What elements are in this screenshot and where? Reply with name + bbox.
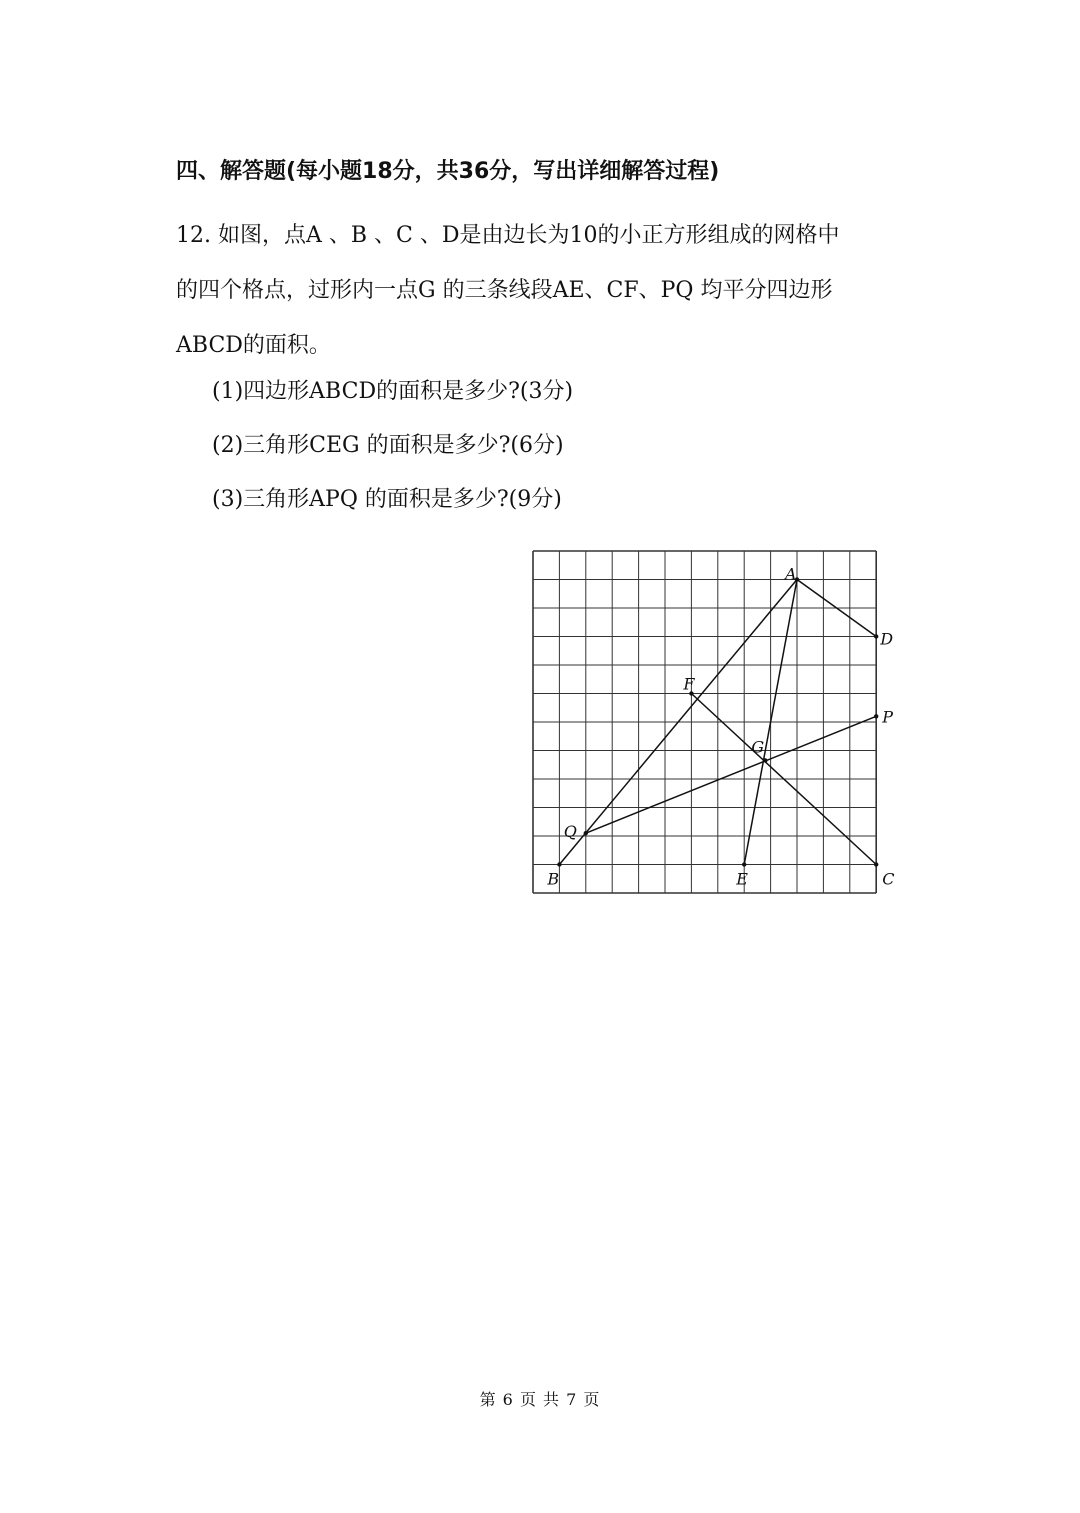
sub-question-3: (3)三角形APQ 的面积是多少?(9分) — [212, 487, 562, 512]
problem-line-3: ABCD的面积。 — [176, 333, 331, 358]
point-label-q: Q — [563, 822, 577, 842]
point-d — [874, 634, 878, 638]
point-c — [874, 862, 878, 866]
problem-statement — [176, 208, 916, 373]
point-label-c: C — [882, 869, 895, 889]
geometry-figure — [530, 548, 900, 898]
point-b — [557, 862, 561, 866]
point-label-g: G — [751, 737, 765, 757]
point-label-e: E — [736, 869, 748, 889]
segment-pq — [586, 716, 876, 833]
point-label-d: D — [880, 629, 894, 649]
page-footer: 第 6 页 共 7 页 — [479, 1390, 601, 1409]
point-label-a: A — [785, 564, 797, 584]
point-e — [742, 862, 746, 866]
point-g — [763, 758, 767, 762]
sub-question-2: (2)三角形CEG 的面积是多少?(6分) — [212, 433, 564, 458]
grid-diagram — [530, 548, 900, 898]
sub-question-1: (1)四边形ABCD的面积是多少?(3分) — [212, 379, 574, 404]
point-q — [584, 831, 588, 835]
section-title: 四、解答题(每小题18分，共36分，写出详细解答过程) — [176, 159, 720, 184]
point-label-p: P — [882, 707, 893, 727]
point-p — [874, 714, 878, 718]
problem-line-1: 12. 如图，点A 、B 、C 、D是由边长为10的小正方形组成的网格中 — [176, 223, 840, 248]
point-label-f: F — [683, 674, 695, 694]
point-label-b: B — [547, 869, 560, 889]
problem-line-2: 的四个格点，过形内一点G 的三条线段AE、CF、PQ 均平分四边形 — [176, 278, 833, 303]
